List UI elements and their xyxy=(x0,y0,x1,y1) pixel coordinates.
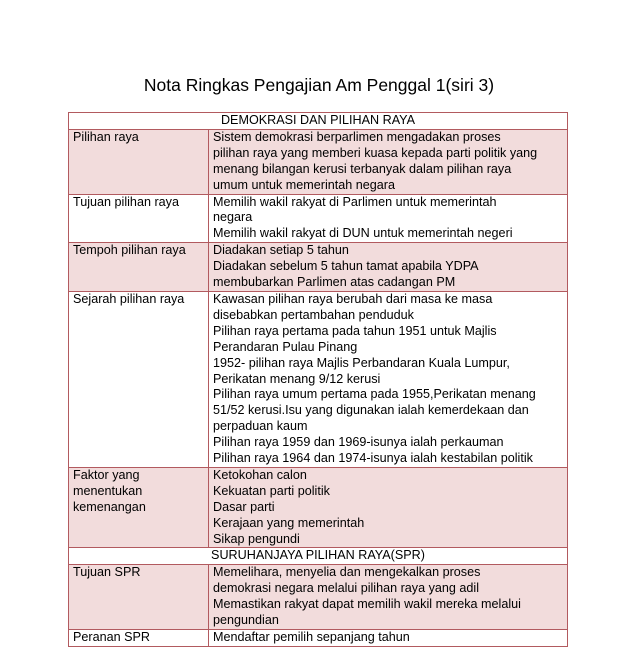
table-row xyxy=(69,291,568,467)
content-line: Diadakan setiap 5 tahun xyxy=(213,243,349,258)
content-line: 51/52 kerusi.Isu yang digunakan ialah kemerdekaan dan xyxy=(213,403,529,418)
content-line: Pilihan raya umum pertama pada 1955,Perikatan menang xyxy=(213,387,536,402)
content-line: Perandaran Pulau Pinang xyxy=(213,339,358,354)
content-line: Memelihara, menyelia dan mengekalkan proses xyxy=(213,565,481,580)
table-row xyxy=(69,565,568,630)
content-line: Mendaftar pemilih sepanjang tahun xyxy=(213,630,410,644)
row-content-faktor-kemenangan xyxy=(209,467,568,548)
table-row xyxy=(69,467,568,548)
row-label-peranan-spr xyxy=(69,630,209,647)
content-line: Sistem demokrasi berparlimen mengadakan proses xyxy=(213,129,501,144)
content-line: negara xyxy=(213,210,253,225)
content-line: pilihan raya yang memberi kuasa kepada parti politik yang xyxy=(213,145,538,160)
content-line: menang bilangan kerusi terbanyak dalam pilihan raya xyxy=(213,161,512,176)
label-line: kemenangan xyxy=(73,499,146,514)
table-row xyxy=(69,129,568,194)
row-label-sejarah-pilihan-raya xyxy=(69,291,209,467)
content-line: Memilih wakil rakyat di Parlimen untuk memerintah xyxy=(213,194,497,209)
content-line: Kekuatan parti politik xyxy=(213,483,330,498)
content-line: perpaduan kaum xyxy=(213,419,308,434)
row-label-faktor-kemenangan xyxy=(69,467,209,548)
label-line: Pilihan raya xyxy=(73,129,139,144)
content-line: Memastikan rakyat dapat memilih wakil mereka melalui xyxy=(213,597,521,612)
label-line: Faktor yang xyxy=(73,467,140,482)
content-line: Sikap pengundi xyxy=(213,531,300,546)
label-line: Tujuan SPR xyxy=(73,565,141,580)
content-line: Pilihan raya 1964 dan 1974-isunya ialah kestabilan politik xyxy=(213,451,533,466)
content-line: umum untuk memerintah negara xyxy=(213,177,396,192)
row-content-tujuan-spr xyxy=(209,565,568,630)
content-line: pengundian xyxy=(213,613,279,628)
content-line: 1952- pilihan raya Majlis Perbandaran Kuala Lumpur, xyxy=(213,355,510,370)
row-content-tujuan-pilihan-raya xyxy=(209,194,568,243)
label-line: Tujuan pilihan raya xyxy=(73,194,179,209)
row-label-pilihan-raya xyxy=(69,129,209,194)
content-line: Ketokohan calon xyxy=(213,467,307,482)
row-label-tujuan-spr xyxy=(69,565,209,630)
content-line: membubarkan Parlimen atas cadangan PM xyxy=(213,275,456,290)
label-line: Sejarah pilihan raya xyxy=(73,291,185,306)
row-content-tempoh-pilihan-raya xyxy=(209,243,568,292)
content-line: Pilihan raya 1959 dan 1969-isunya ialah perkauman xyxy=(213,435,504,450)
label-line: menentukan xyxy=(73,483,143,498)
row-content-sejarah-pilihan-raya xyxy=(209,291,568,467)
content-line: demokrasi negara melalui pilihan raya yang adil xyxy=(213,581,480,596)
row-content-peranan-spr xyxy=(209,630,568,647)
content-line: Memilih wakil rakyat di DUN untuk memerintah negeri xyxy=(213,226,513,241)
content-line: Kawasan pilihan raya berubah dari masa ke masa xyxy=(213,291,493,306)
section-header-demokrasi: DEMOKRASI DAN PILIHAN RAYA xyxy=(69,113,568,130)
table-row xyxy=(69,630,568,647)
row-label-tempoh-pilihan-raya xyxy=(69,243,209,292)
content-line: Dasar parti xyxy=(213,499,275,514)
label-line: Tempoh pilihan raya xyxy=(73,243,186,258)
content-line: Kerajaan yang memerintah xyxy=(213,515,365,530)
row-content-pilihan-raya xyxy=(209,129,568,194)
label-line: Peranan SPR xyxy=(73,630,151,644)
table-row xyxy=(69,194,568,243)
section-header-row xyxy=(69,548,568,565)
section-header-spr: SURUHANJAYA PILIHAN RAYA(SPR) xyxy=(69,548,568,565)
row-label-tujuan-pilihan-raya xyxy=(69,194,209,243)
document-title: Nota Ringkas Pengajian Am Penggal 1(siri 3) xyxy=(143,75,495,95)
content-line: disebabkan pertambahan penduduk xyxy=(213,307,414,322)
content-line: Pilihan raya pertama pada tahun 1951 untuk Majlis xyxy=(213,323,497,338)
notes-table xyxy=(68,112,568,647)
table-row xyxy=(69,243,568,292)
content-line: Perikatan menang 9/12 kerusi xyxy=(213,371,381,386)
section-header-row xyxy=(69,113,568,130)
content-line: Diadakan sebelum 5 tahun tamat apabila YDPA xyxy=(213,259,479,274)
